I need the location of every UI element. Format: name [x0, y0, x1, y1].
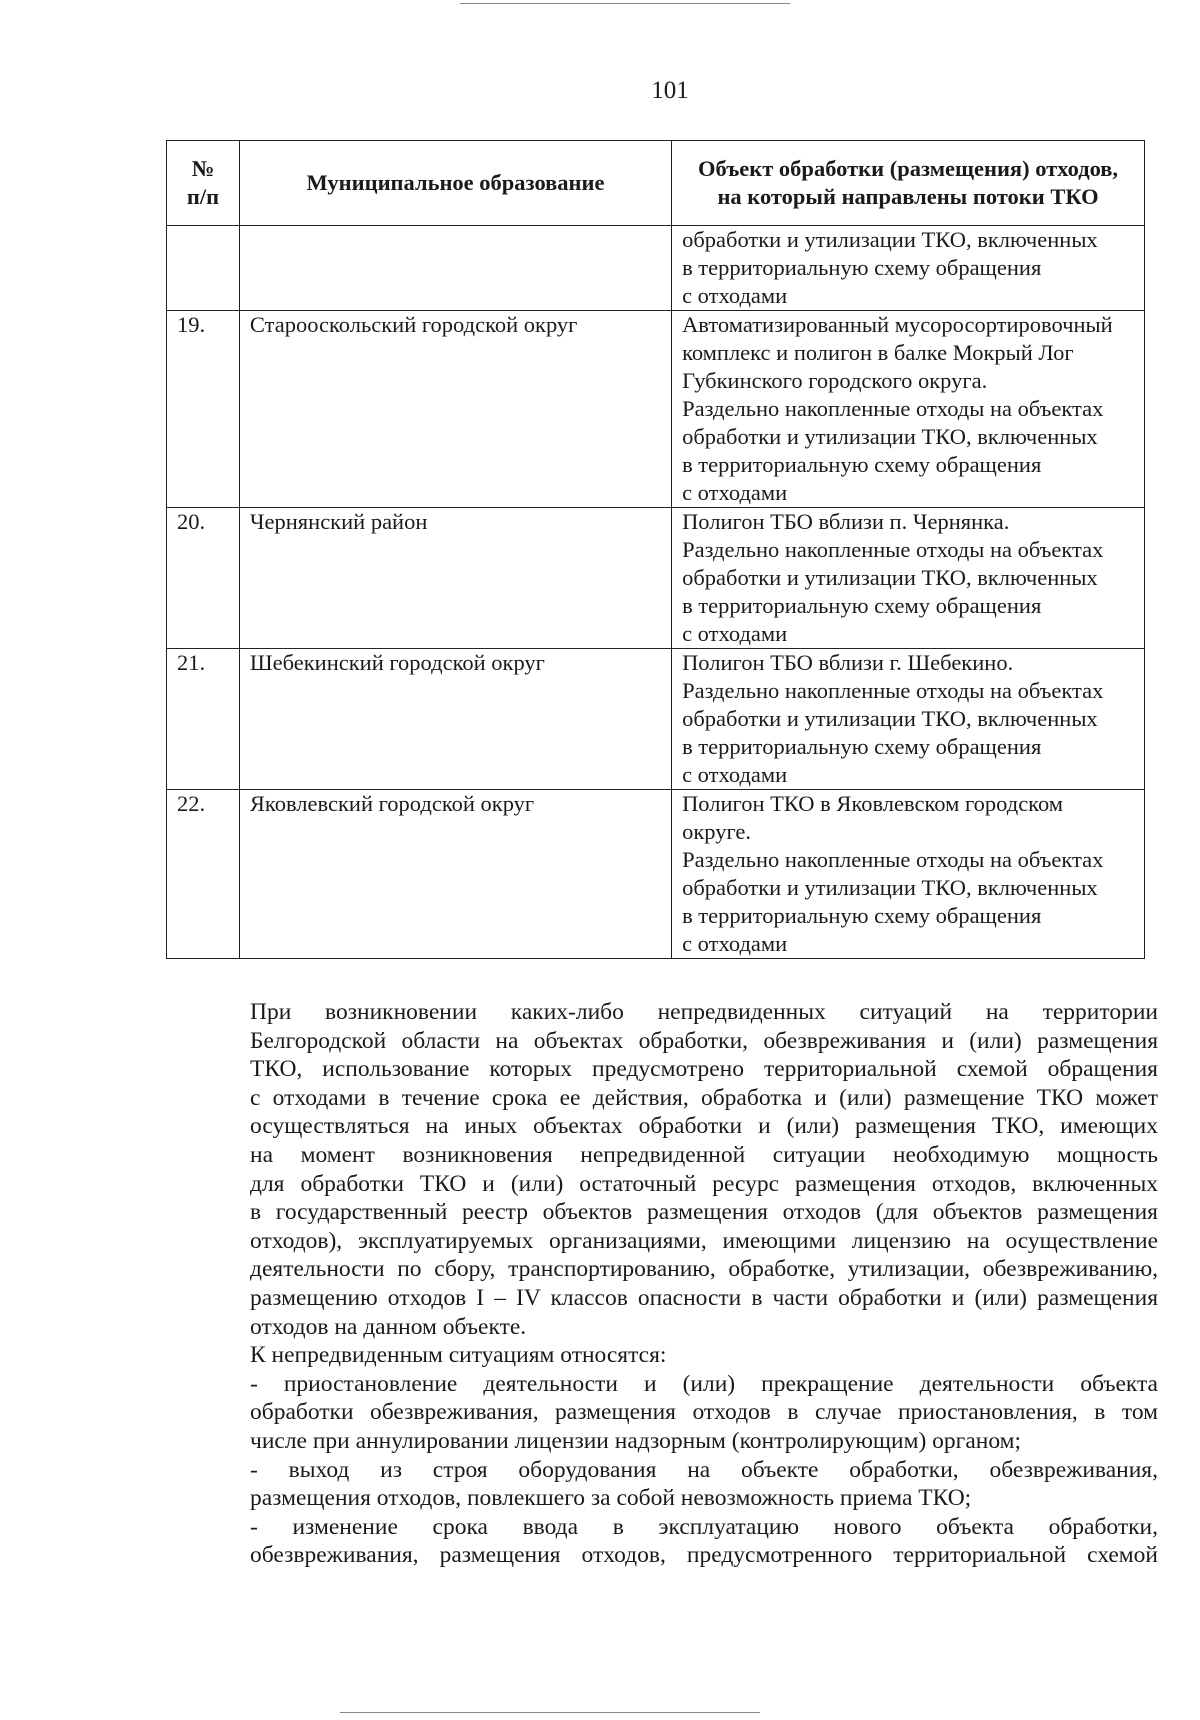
cell-num: [167, 226, 240, 311]
body-paragraph: [163, 1370, 1158, 1456]
waste-flow-table: [166, 140, 1145, 959]
cell-object-line: округе.: [682, 819, 751, 844]
scan-artifact-top: [460, 3, 790, 4]
cell-object: [672, 226, 1145, 311]
body-line: ТКО, использование которых предусмотрено территориальной схемой обращения: [250, 1056, 1158, 1083]
cell-object: [672, 508, 1145, 649]
cell-object-line: с отходами: [682, 931, 788, 956]
body-paragraph: [163, 1341, 1158, 1370]
cell-object: [672, 311, 1145, 508]
header-object-line: Объект обработки (размещения) отходов,: [698, 156, 1119, 181]
cell-object-line: Раздельно накопленные отходы на объектах: [682, 396, 1104, 421]
table-row: [167, 311, 1145, 508]
table-row: [167, 226, 1145, 311]
header-num: [167, 141, 240, 226]
cell-object-line: Раздельно накопленные отходы на объектах: [682, 537, 1104, 562]
cell-municipality: Шебекинский городской округ: [239, 649, 671, 790]
cell-object-line: с отходами: [682, 283, 788, 308]
table-row: [167, 508, 1145, 649]
cell-object-line: комплекс и полигон в балке Мокрый Лог: [682, 340, 1074, 365]
cell-object-line: в территориальную схему обращения: [682, 903, 1042, 928]
body-line: отходов), эксплуатируемых организациями, имеющими лицензию на осуществление: [250, 1227, 1158, 1254]
body-line: на момент возникновения непредвиденной ситуации необходимую мощность: [250, 1141, 1158, 1168]
table-body: [167, 226, 1145, 959]
body-line: размещения отходов, повлекшего за собой невозможность приема ТКО;: [250, 1485, 972, 1512]
cell-num: 21.: [167, 649, 240, 790]
cell-object-line: Раздельно накопленные отходы на объектах: [682, 847, 1104, 872]
cell-num: 19.: [167, 311, 240, 508]
body-text: [163, 998, 1158, 1570]
cell-object: [672, 790, 1145, 959]
body-line: - приостановление деятельности и (или) прекращение деятельности объекта: [250, 1370, 1158, 1397]
header-municipality: Муниципальное образование: [239, 141, 671, 226]
cell-object-line: обработки и утилизации ТКО, включенных: [682, 424, 1098, 449]
body-line: в государственный реестр объектов размещения отходов (для объектов размещения: [250, 1199, 1158, 1226]
cell-municipality: Яковлевский городской округ: [239, 790, 671, 959]
body-line: с отходами в течение срока ее действия, обработка и (или) размещение ТКО может: [250, 1084, 1158, 1111]
cell-object-line: обработки и утилизации ТКО, включенных: [682, 875, 1098, 900]
cell-object-line: обработки и утилизации ТКО, включенных: [682, 706, 1098, 731]
table-row: [167, 790, 1145, 959]
header-object-line: на который направлены потоки ТКО: [717, 184, 1099, 209]
cell-object-line: в территориальную схему обращения: [682, 734, 1042, 759]
page-number: 101: [651, 77, 689, 104]
cell-municipality: [239, 226, 671, 311]
body-line: отходов на данном объекте.: [250, 1313, 527, 1340]
body-paragraph: [163, 1456, 1158, 1513]
body-line: осуществляться на иных объектах обработки и (или) размещения ТКО, имеющих: [250, 1113, 1158, 1140]
cell-municipality: Чернянский район: [239, 508, 671, 649]
cell-object-line: обработки и утилизации ТКО, включенных: [682, 565, 1098, 590]
cell-object-line: обработки и утилизации ТКО, включенных: [682, 227, 1098, 252]
cell-object-line: с отходами: [682, 762, 788, 787]
cell-object-line: с отходами: [682, 621, 788, 646]
body-line: числе при аннулировании лицензии надзорным (контролирующим) органом;: [250, 1427, 1022, 1454]
cell-object-line: Автоматизированный мусоросортировочный: [682, 312, 1113, 337]
scan-artifact-bottom: [340, 1712, 760, 1713]
table-header-row: [167, 141, 1145, 226]
cell-object-line: Раздельно накопленные отходы на объектах: [682, 678, 1104, 703]
table-row: [167, 649, 1145, 790]
body-line: деятельности по сбору, транспортированию, обработке, утилизации, обезвреживанию,: [250, 1256, 1158, 1283]
body-line: К непредвиденным ситуациям относятся:: [250, 1342, 667, 1369]
cell-object-line: Губкинского городского округа.: [682, 368, 988, 393]
body-line: для обработки ТКО и (или) остаточный ресурс размещения отходов, включенных: [250, 1170, 1158, 1197]
cell-object-line: Полигон ТБО вблизи п. Чернянка.: [682, 509, 1010, 534]
body-line: - изменение срока ввода в эксплуатацию нового объекта обработки,: [250, 1513, 1158, 1540]
cell-object-line: в территориальную схему обращения: [682, 255, 1042, 280]
cell-object-line: Полигон ТКО в Яковлевском городском: [682, 791, 1064, 816]
body-line: Белгородской области на объектах обработки, обезвреживания и (или) размещения: [250, 1027, 1158, 1054]
cell-num: 22.: [167, 790, 240, 959]
body-line: обработки обезвреживания, размещения отходов в случае приостановления, в том: [250, 1399, 1158, 1426]
cell-municipality: Старооскольский городской округ: [239, 311, 671, 508]
cell-object-line: в территориальную схему обращения: [682, 593, 1042, 618]
cell-object-line: в территориальную схему обращения: [682, 452, 1042, 477]
cell-object-line: Полигон ТБО вблизи г. Шебекино.: [682, 650, 1014, 675]
body-line: - выход из строя оборудования на объекте обработки, обезвреживания,: [250, 1456, 1158, 1483]
body-line: размещению отходов I – IV классов опасности в части обработки и (или) размещения: [250, 1284, 1158, 1311]
cell-num: 20.: [167, 508, 240, 649]
cell-object-line: с отходами: [682, 480, 788, 505]
header-num-line: №: [191, 156, 215, 181]
body-line: обезвреживания, размещения отходов, предусмотренного территориальной схемой: [250, 1542, 1158, 1569]
body-paragraph: [163, 1513, 1158, 1570]
cell-object: [672, 649, 1145, 790]
body-paragraph: [163, 998, 1158, 1341]
body-line: При возникновении каких-либо непредвиденных ситуаций на территории: [250, 999, 1158, 1025]
header-object: [672, 141, 1145, 226]
header-num-line: п/п: [186, 184, 220, 209]
